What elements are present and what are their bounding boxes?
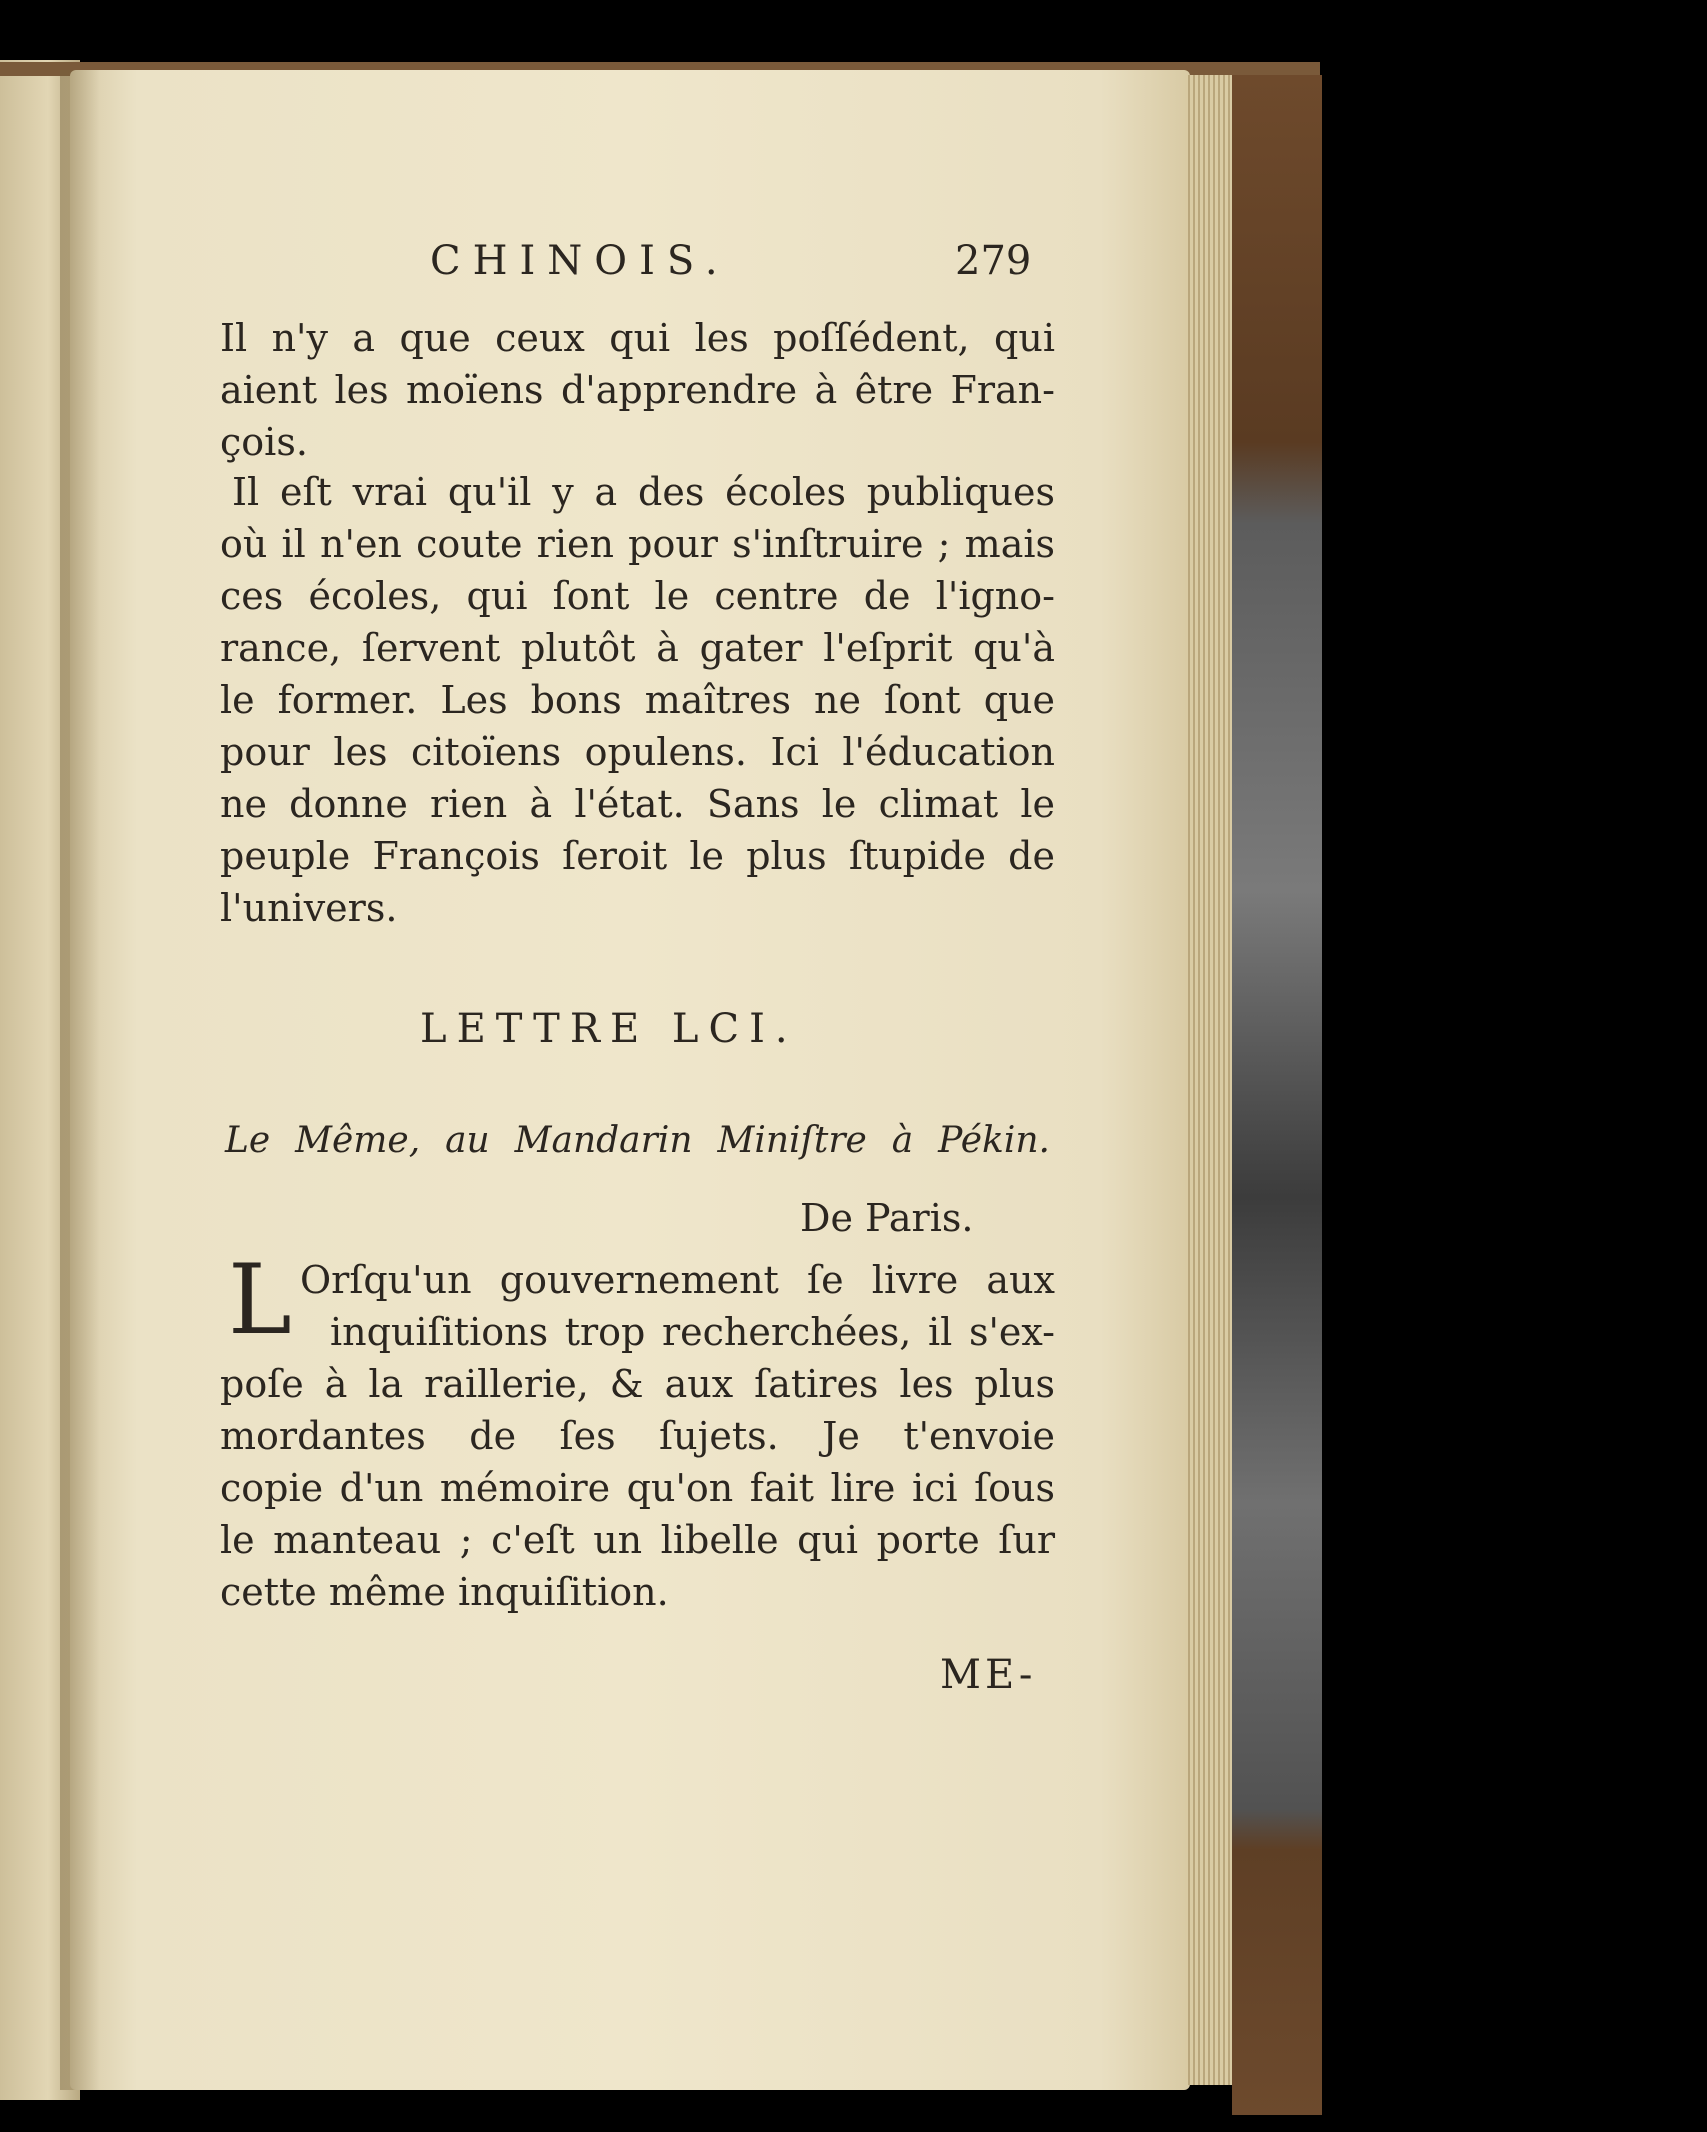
text-line: copie d'un mémoire qu'on fait lire ici ſous xyxy=(220,1466,1055,1510)
text-line: Il n'y a que ceux qui les poſſédent, qui xyxy=(220,316,1055,360)
text-line: rance, ſervent plutôt à gater l'eſprit qu'à xyxy=(220,626,1055,670)
text-line: Il eſt vrai qu'il y a des écoles publiques xyxy=(232,470,1055,514)
text-line: où il n'en coute rien pour s'inſtruire ; mais xyxy=(220,522,1055,566)
drop-cap: L xyxy=(228,1244,292,1356)
letter-salutation: Le Même, au Mandarin Miniſtre à Pékin. xyxy=(225,1120,1050,1161)
text-line: ces écoles, qui ſont le centre de l'igno- xyxy=(220,574,1055,618)
text-line: le manteau ; c'eſt un libelle qui porte ſur xyxy=(220,1518,1055,1562)
text-line: cette même inquiſition. xyxy=(220,1570,669,1614)
page-gutter xyxy=(60,70,100,2090)
text-line: çois. xyxy=(220,420,308,464)
text-line: poſe à la raillerie, & aux ſatires les plus xyxy=(220,1362,1055,1406)
text-line: aient les moïens d'apprendre à être Fran- xyxy=(220,368,1055,412)
letter-heading: LETTRE LCI. xyxy=(420,1006,798,1052)
page-number: 279 xyxy=(955,238,1032,284)
catchword: ME- xyxy=(940,1652,1037,1698)
book-binding xyxy=(1232,75,1322,2115)
text-line: Orſqu'un gouvernement ſe livre aux xyxy=(300,1258,1055,1302)
page-edges xyxy=(1185,75,1235,2085)
text-line: mordantes de ſes ſujets. Je t'envoie xyxy=(220,1414,1055,1458)
letter-place: De Paris. xyxy=(800,1196,974,1240)
text-line: l'univers. xyxy=(220,886,398,930)
text-line: le former. Les bons maîtres ne ſont que xyxy=(220,678,1055,722)
running-title: CHINOIS. xyxy=(430,238,730,284)
text-line: peuple François ſeroit le plus ſtupide de xyxy=(220,834,1055,878)
text-line: inquiſitions trop recherchées, il s'ex- xyxy=(330,1310,1055,1354)
text-line: ne donne rien à l'état. Sans le climat le xyxy=(220,782,1055,826)
text-line: pour les citoïens opulens. Ici l'éducation xyxy=(220,730,1055,774)
